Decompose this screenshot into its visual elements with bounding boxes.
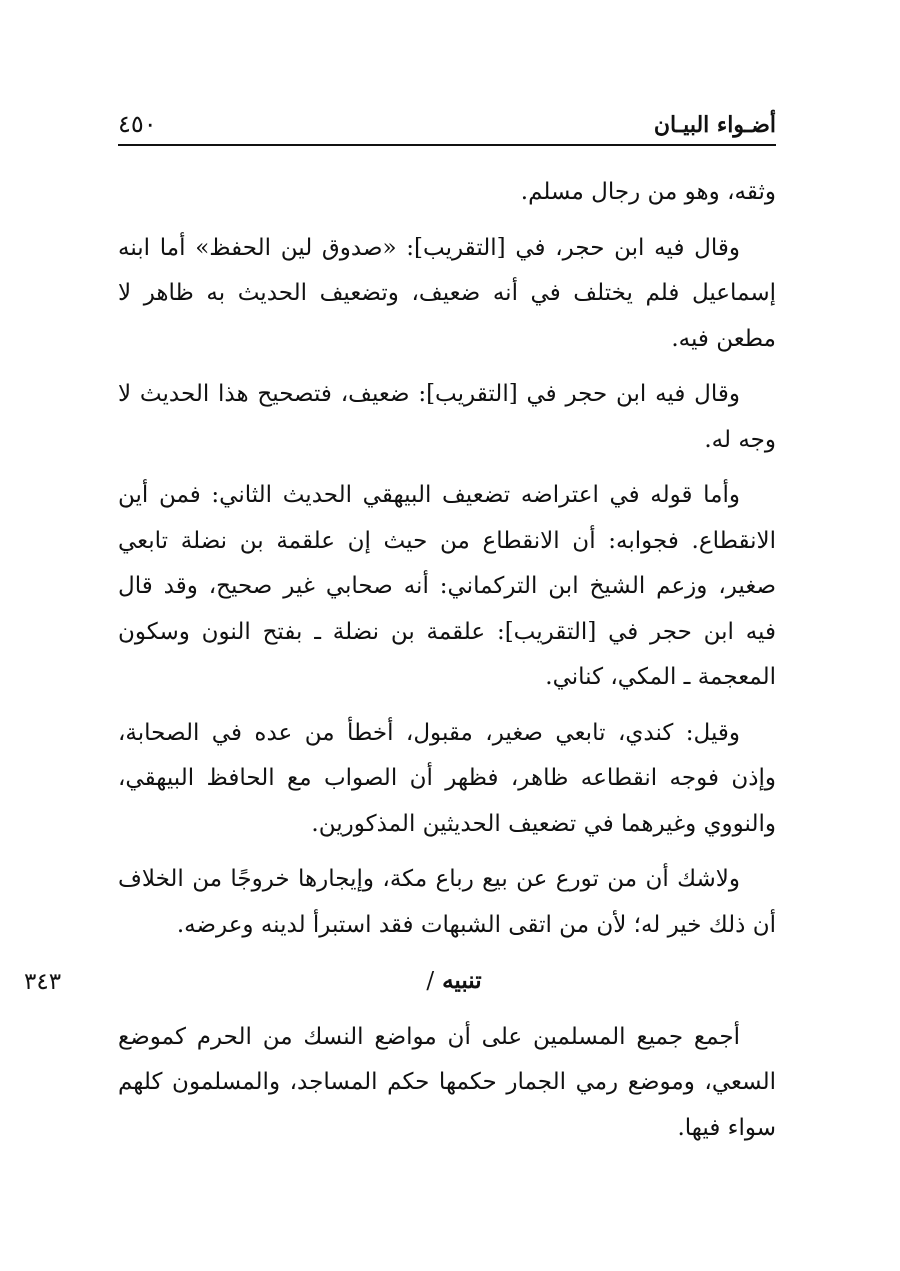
- paragraph-3: وقال فيه ابن حجر في [التقريب]: ضعيف، فتصحيح هذا الحديث لا وجه له.: [118, 381, 776, 453]
- paragraph-4: وأما قوله في اعتراضه تضعيف البيهقي الحديث الثاني: فمن أين الانقطاع. فجوابه: أن الانقطاع من حيث إن علقمة بن نضلة تابعي صغير، وزعم الشيخ ابن التركماني: أنه صحابي غير صحيح، وقد قال فيه ابن حجر في [التقريب]: علقمة بن نضلة ـ بفتح النون وسكون المعجمة ـ المكي، كناني.: [118, 482, 776, 690]
- paragraph-1: وثقه، وهو من رجال مسلم.: [520, 179, 776, 205]
- running-header: [118, 100, 776, 146]
- paragraph-6: ولاشك أن من تورع عن بيع رباع مكة، وإيجارها خروجًا من الخلاف أن ذلك خير له؛ لأن من اتقى الشبهات فقد استبرأ لدينه وعرضه.: [118, 866, 776, 938]
- section-heading-text: تنبيه: [442, 967, 482, 994]
- margin-page-reference: ٣٤٣: [24, 969, 62, 995]
- paragraph-5: وقيل: كندي، تابعي صغير، مقبول، أخطأ من عده في الصحابة، وإذن فوجه انقطاعه ظاهر، فظهر أن الصواب مع الحافظ البيهقي، والنووي وغيرهما في تضعيف الحديثين المذكورين.: [118, 719, 776, 837]
- page-body: [118, 170, 776, 1161]
- section-heading: [118, 958, 776, 1005]
- page-break-marker: /: [426, 968, 435, 994]
- page-number: ٤٥٠: [118, 110, 157, 138]
- running-title: أضـواء البيـان: [653, 112, 776, 138]
- section-paragraph-1: أجمع جميع المسلمين على أن مواضع النسك من الحرم كموضع السعي، وموضع رمي الجمار حكمها حكم المساجد، والمسلمون كلهم سواء فيها.: [118, 1023, 776, 1141]
- paragraph-2: وقال فيه ابن حجر، في [التقريب]: «صدوق لين الحفظ» أما ابنه إسماعيل فلم يختلف في أنه ضعيف، وتضعيف الحديث به ظاهر لا مطعن فيه.: [118, 234, 776, 352]
